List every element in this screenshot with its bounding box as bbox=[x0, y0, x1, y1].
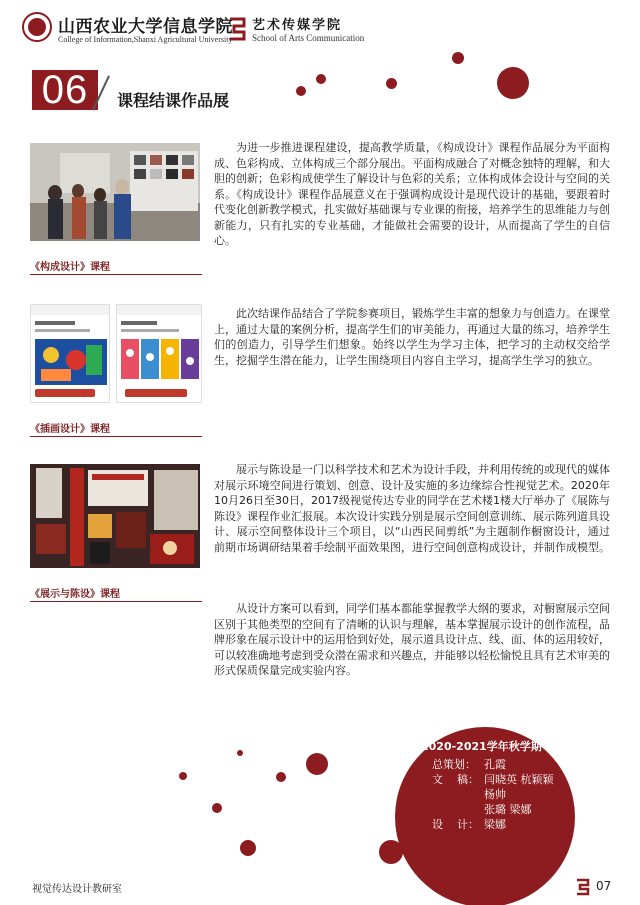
footer-college-logo bbox=[576, 878, 590, 896]
paragraph-composition: 为进一步推进课程建设，提高教学质量，《构成设计》课程作品展分为平面构成、色彩构成、立体构成三个部分展出。平面构成融合了对概念独特的理解，和大胆的创新；色彩构成使学生了解设计与色彩的关系；立体构成体会设计与空间的关系。《构成设计》课程作品展意义在于强调构成设计是现代设计的基础，要跟着时代变化创新教学模式，扎实做好基础课与专业课的衔接，培养学生的思维能力与创新能力，只有扎实的专业基础，才能做社会需要的设计，从而提高了学生的自信心。 bbox=[214, 141, 610, 247]
paragraph-illustration: 此次结课作品结合了学院参赛项目，锻炼学生丰富的想象力与创造力。在课堂上，通过大量的案例分析，提高学生们的审美能力，再通过大量的练习，培养学生们的创造力，引导学生们想象。始终以学生为学习主体，把学习的主动权交给学生，挖掘学生潜在能力，让学生围绕项目内容自主学习，提高学生学习的独立。 bbox=[214, 307, 610, 367]
school-name-en: College of Information,Shanxi Agricultural University bbox=[58, 35, 233, 44]
section-title: 课程结课作品展 bbox=[117, 91, 230, 110]
credits-row bbox=[432, 787, 554, 802]
decor-dot bbox=[179, 772, 187, 780]
section-number: 06 bbox=[32, 70, 98, 110]
caption-illustration: 《插画设计》课程 bbox=[30, 424, 110, 435]
credits-row bbox=[432, 757, 554, 772]
paragraph-exhibition-1: 展示与陈设是一门以科学技术和艺术为设计手段，并利用传统的或现代的媒体对展示环境空间进行策划、创意、设计及实施的多边缘综合性视觉艺术。2020年10月26日至30日，2017级视觉传达专业的同学在艺术楼1楼大厅举办了《展陈与陈设》课程作业汇报展。本次设计实践分别是展示空间创意训练、展示陈列道具设计、展示空间整体设计三个项目，以“山西民间剪纸”为主题制作橱窗设计，通过前期市场调研结果着手绘制平面效果图，进行空间创意构成设计，并制作成模型。 bbox=[214, 463, 610, 554]
decor-dot bbox=[316, 74, 326, 84]
credits-row bbox=[432, 772, 554, 787]
credits-value: 张璐 梁娜 bbox=[484, 803, 532, 816]
caption-composition: 《构成设计》课程 bbox=[30, 262, 110, 273]
credits-value: 梁娜 bbox=[484, 818, 506, 831]
credits-label: 设 计： bbox=[432, 818, 479, 831]
caption-underline bbox=[30, 601, 202, 602]
footer-department: 视觉传达设计教研室 bbox=[32, 884, 122, 895]
caption-underline bbox=[30, 436, 202, 437]
credits-row bbox=[432, 802, 554, 817]
page-number: 07 bbox=[596, 879, 612, 893]
school-name-cn: 山西农业大学信息学院 bbox=[58, 17, 233, 37]
credits-label bbox=[432, 787, 484, 802]
decor-dot bbox=[296, 86, 306, 96]
decor-dot bbox=[497, 67, 529, 99]
course-photo-composition bbox=[30, 143, 200, 241]
credits-value: 闫晓英 杭颖颖 bbox=[484, 773, 554, 786]
course-photo-illustration-1 bbox=[30, 304, 110, 403]
decor-dot bbox=[240, 840, 256, 856]
credits-label bbox=[432, 802, 484, 817]
credits-label: 文 稿： bbox=[432, 773, 479, 786]
college-logo bbox=[228, 16, 246, 42]
decor-dot bbox=[452, 52, 464, 64]
decor-dot bbox=[212, 803, 222, 813]
decor-dot bbox=[237, 750, 243, 756]
credits-label: 总策划： bbox=[432, 758, 476, 771]
page-header bbox=[0, 0, 640, 56]
caption-underline bbox=[30, 274, 202, 275]
course-photo-illustration-2 bbox=[116, 304, 202, 403]
college-name-cn: 艺术传媒学院 bbox=[252, 18, 343, 33]
decor-dot bbox=[276, 772, 286, 782]
course-photo-exhibition bbox=[30, 464, 200, 568]
decor-dot bbox=[306, 753, 328, 775]
college-name-en: School of Arts Communication bbox=[252, 33, 365, 43]
credits-term: 2020-2021学年秋学期 bbox=[421, 740, 542, 753]
credits-value: 杨帅 bbox=[484, 788, 506, 801]
paragraph-exhibition-2: 从设计方案可以看到，同学们基本都能掌握教学大纲的要求，对橱窗展示空间区别于其他类型的空间有了清晰的认识与理解，基本掌握展示设计的创作流程，品牌形象在展示设计中的运用恰到好处，展示道具设计点、线、面、体的运用较好，可以较准确地考虑到受众潜在需求和兴趣点，并能够以轻松愉悦且具有艺术审美的形式保质保量完成实验内容。 bbox=[214, 602, 610, 677]
university-logo bbox=[22, 12, 52, 42]
credits-value: 孔霞 bbox=[484, 758, 506, 771]
caption-exhibition: 《展示与陈设》课程 bbox=[30, 589, 120, 600]
credits-list bbox=[432, 757, 554, 832]
decor-dot bbox=[386, 78, 397, 89]
credits-row bbox=[432, 817, 554, 832]
